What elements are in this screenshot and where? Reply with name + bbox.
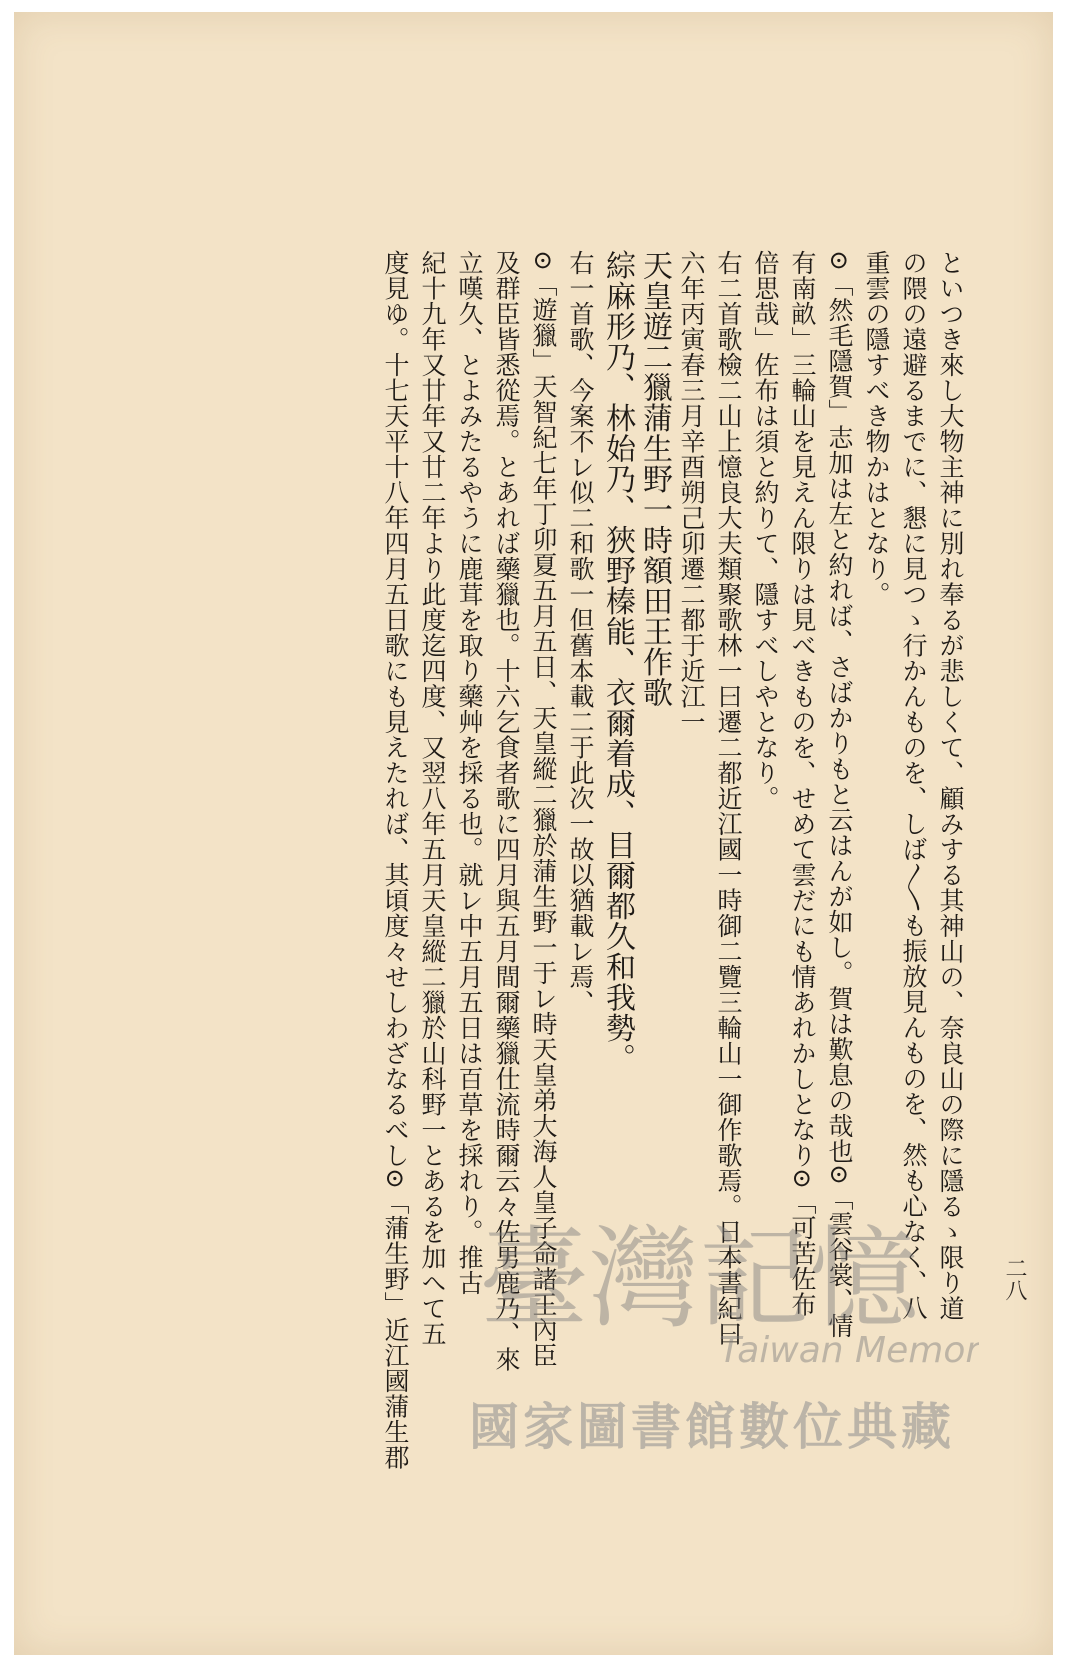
watermark-logo: [469, 1197, 979, 1377]
text-line: 度見ゆ。十七天平十八年四月五日歌にも見えたれば、其頃度々せしわざなるべし⊙「蒲生野」近江國蒲生郡: [381, 250, 410, 1470]
text-line: といつき來し大物主神に別れ奉るが悲しくて、顧みする其神山の、奈良山の際に隱るゝ限り道: [936, 250, 965, 1321]
watermark-logo-subtext: Taiwan Memory: [719, 1330, 979, 1371]
text-line: ⊙「然毛隱賀」志加は左と約れば、さばかりもと云はんが如し。賀は歎息の哉也⊙「雲谷裳、情: [825, 250, 854, 1339]
book-page: [14, 12, 1053, 1655]
text-line: ⊙「遊獵」天智紀七年丁卯夏五月五日、天皇縱二獵於蒲生野一于レ時天皇弟大海人皇子命諸王內臣: [529, 250, 558, 1368]
text-line: 重雲の隱すべき物かはとなり。: [862, 250, 891, 607]
poem-title: 天皇遊二獵蒲生野一時額田王作歌: [637, 250, 672, 708]
text-line: 右二首歌檢二山上憶良大夫類聚歌林一曰遷二都近江國一時御二覽三輪山一御作歌焉。日本書紀曰: [714, 250, 743, 1347]
text-line: の隈の遠避るまでに、懇に見つゝ行かんものを、しば〳〵も振放見んものを、然も心なく、八: [899, 250, 928, 1321]
text-line: 紀十九年又廿年又廿二年より此度迄四度、又翌八年五月天皇縱二獵於山科野一とあるを加へて五: [418, 250, 447, 1347]
text-line: 六年丙寅春三月辛酉朔己卯遷二都于近江一: [677, 250, 706, 735]
watermark-logo-text: 臺灣記憶: [479, 1215, 919, 1343]
text-line: 立嘆久、とよみたるやうに鹿茸を取り藥艸を採る也。就レ中五月五日は百草を採れり。推古: [455, 250, 484, 1296]
watermark-caption: 國家圖書館數位典藏: [469, 1398, 955, 1456]
poem-text: 綜麻形乃、林始乃、狹野榛能、衣爾着成、目爾都久和我勢。: [600, 250, 635, 1074]
text-line: 有南畝」三輪山を見えん限りは見べきものを、せめて雲だにも情あれかしとなり⊙「可苦佐布: [788, 250, 817, 1317]
text-line: 右一首歌、今案不レ似二和歌一但舊本載二于此次一故以猶載レ焉、: [566, 250, 595, 1015]
text-line: 及群臣皆悉從焉。とあれば藥獵也。十六乞食者歌に四月與五月間爾藥獵仕流時爾云々佐男鹿乃、來: [492, 250, 521, 1372]
page-number: 二八: [1002, 1257, 1027, 1301]
text-line: 倍思哉」佐布は須と約りて、隱すべしやとなり。: [751, 250, 780, 811]
